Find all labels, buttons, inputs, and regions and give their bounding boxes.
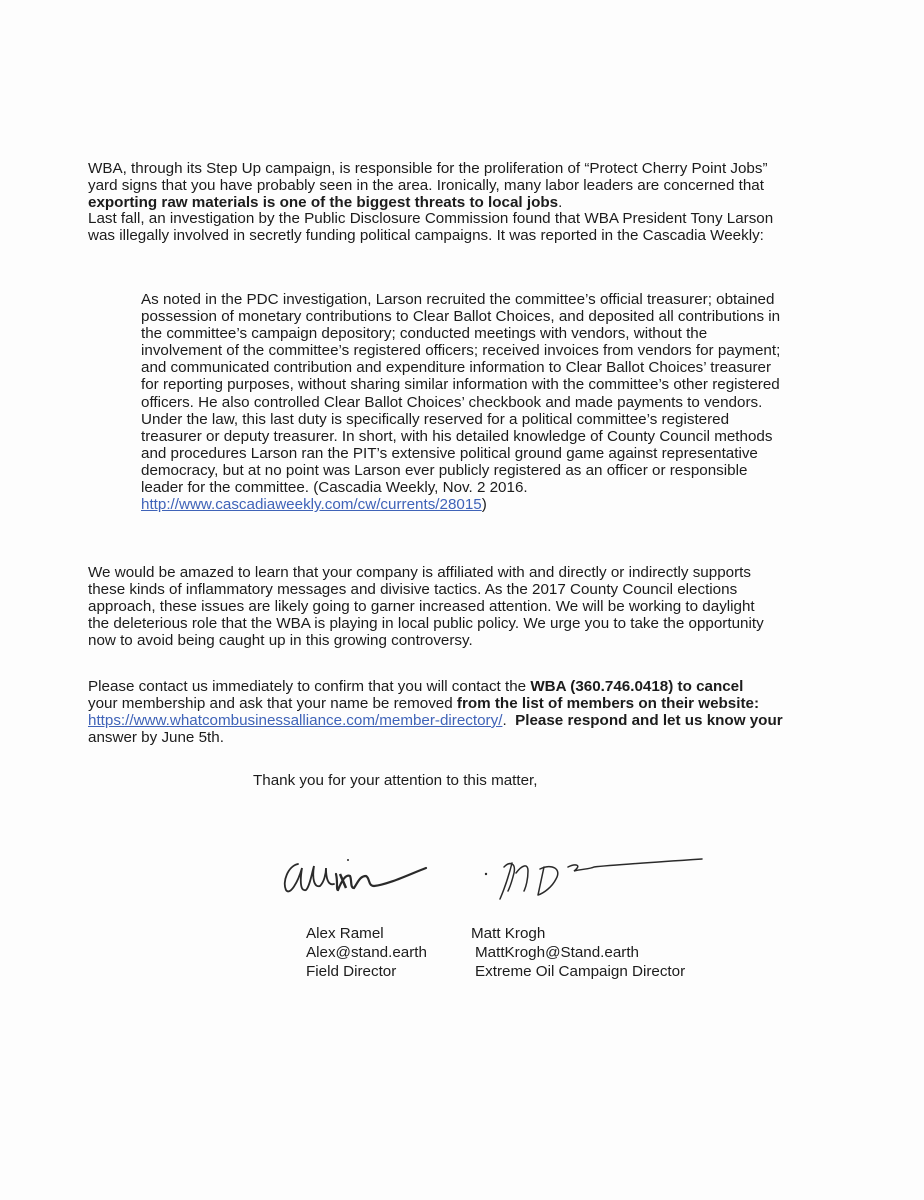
text-line: these kinds of inflammatory messages and divisive tactics. As the 2017 County Council elections <box>88 581 738 598</box>
paragraph-affiliation-warning <box>88 564 848 649</box>
quote-line: http://www.cascadiaweekly.com/cw/currents/28015) <box>141 496 487 514</box>
paragraph-call-to-action <box>88 678 848 746</box>
text-line: your membership and ask that your name be removed from the list of members on their website: <box>88 695 760 712</box>
paragraph-pdc-investigation <box>88 210 848 244</box>
quote-line: officers. He also controlled Clear Ballot Choices’ checkbook and made payments to vendors. <box>141 393 763 411</box>
signature-alex-ramel-icon <box>280 852 450 902</box>
signer-block-matt-krogh <box>471 924 685 981</box>
text-line: exporting raw materials is one of the biggest threats to local jobs. <box>88 194 563 211</box>
text-line: was illegally involved in secretly funding political campaigns. It was reported in the Cascadia Weekly: <box>88 227 764 244</box>
quote-line: possession of monetary contributions to Clear Ballot Choices, and deposited all contributions in <box>141 308 781 326</box>
quote-line: treasurer or deputy treasurer. In short, with his detailed knowledge of County Council methods <box>141 427 773 445</box>
text-line: Please contact us immediately to confirm that you will contact the WBA (360.746.0418) to cancel <box>88 678 744 695</box>
closing-line: Thank you for your attention to this matter, <box>253 772 538 789</box>
bold-respond-request: Please respond and let us know your <box>515 712 783 729</box>
signer-title: Field Director <box>306 963 397 980</box>
text-line: approach, these issues are likely going to garner increased attention. We will be working to daylight <box>88 598 755 615</box>
paragraph-step-up-campaign <box>88 160 848 211</box>
signer-email: Alex@stand.earth <box>306 944 427 961</box>
cascadia-weekly-link[interactable]: http://www.cascadiaweekly.com/cw/currents/28015 <box>141 496 482 514</box>
member-directory-link[interactable]: https://www.whatcombusinessalliance.com/member-directory/ <box>88 712 503 729</box>
signer-name: Alex Ramel <box>306 925 384 942</box>
block-quote-cascadia-weekly <box>141 291 861 513</box>
signature-matt-krogh-icon <box>482 855 722 905</box>
quote-line: democracy, but at no point was Larson ever publicly registered as an officer or responsible <box>141 461 748 479</box>
text-line: yard signs that you have probably seen in the area. Ironically, many labor leaders are concerned that <box>88 177 764 194</box>
quote-line: and communicated contribution and expenditure information to Clear Ballot Choices’ treasurer <box>141 359 772 377</box>
quote-line: Under the law, this last duty is specifically reserved for a political committee’s registered <box>141 410 730 428</box>
text-line: now to avoid being caught up in this growing controversy. <box>88 632 473 649</box>
bold-member-list: from the list of members on their website: <box>456 695 760 712</box>
quote-line: for reporting purposes, without sharing similar information with the committee’s other registered <box>141 376 780 394</box>
signer-title: Extreme Oil Campaign Director <box>475 963 686 980</box>
quote-line: leader for the committee. (Cascadia Weekly, Nov. 2 2016. <box>141 479 528 497</box>
quote-line: and procedures Larson ran the PIT’s extensive political ground game against representative <box>141 444 758 462</box>
text-line: Last fall, an investigation by the Public Disclosure Commission found that WBA President Tony Larson <box>88 210 774 227</box>
quote-line: the committee’s campaign depository; conducted meetings with vendors, without the <box>141 325 708 343</box>
bold-emphasis: exporting raw materials is one of the biggest threats to local jobs <box>88 194 559 211</box>
text-line: https://www.whatcombusinessalliance.com/member-directory/. Please respond and let us know your <box>88 712 783 729</box>
text-line: answer by June 5th. <box>88 729 224 746</box>
bold-wba-phone: WBA (360.746.0418) to cancel <box>530 678 744 695</box>
signer-block-alex-ramel <box>306 924 427 981</box>
signer-name: Matt Krogh <box>471 925 546 942</box>
quote-line: involvement of the committee’s registered officers; received invoices from vendors for payment; <box>141 342 781 360</box>
text-line: WBA, through its Step Up campaign, is responsible for the proliferation of “Protect Cherry Point Jobs” <box>88 160 768 177</box>
text-line: the deleterious role that the WBA is playing in local public policy. We urge you to take the opportunity <box>88 615 764 632</box>
signer-email: MattKrogh@Stand.earth <box>475 944 640 961</box>
quote-line: As noted in the PDC investigation, Larson recruited the committee’s official treasurer; obtained <box>141 291 775 308</box>
text-line: We would be amazed to learn that your company is affiliated with and directly or indirectly supports <box>88 564 751 581</box>
